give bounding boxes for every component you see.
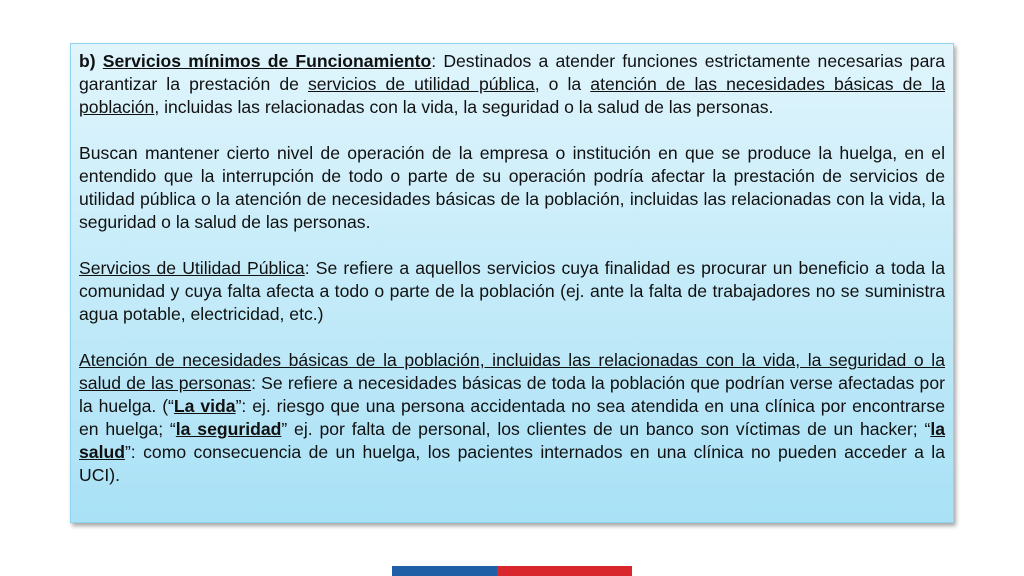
keyword-la-seguridad: la seguridad xyxy=(175,419,282,439)
paragraph3-text: : Se refiere a aquellos servicios cuya finalidad es procurar un beneficio a toda la comunidad y cuya falta afecta a todo o parte de la población (ej. ante la falta de trabajadores no se suministra agua potable, electricidad, etc.) xyxy=(79,258,946,324)
item-prefix: b) xyxy=(79,51,103,71)
keyword-la-salud: la salud xyxy=(79,419,946,462)
content-text-box xyxy=(70,43,954,523)
paragraph-necesidades-basicas xyxy=(79,349,945,487)
paragraph1-text-b: , o la xyxy=(534,74,591,94)
term-necesidades-basicas: Atención de necesidades básicas de la población, incluidas las relacionadas con la vida, la seguridad o la salud de las personas xyxy=(79,350,945,393)
paragraph4-text-b: ”: ej. riesgo que una persona accidentada no sea atendida en una clínica por encontrarse en huelga; “ xyxy=(79,396,946,439)
footer-bar-blue-segment xyxy=(392,566,497,576)
paragraph-utilidad-publica xyxy=(79,257,945,326)
paragraph-servicios-minimos xyxy=(79,50,945,119)
paragraph-buscan-mantener xyxy=(79,142,945,234)
term-atencion-necesidades: atención de las necesidades básicas de la población xyxy=(79,74,946,117)
paragraph4-text-a: : Se refiere a necesidades básicas de toda la población que podrían verse afectadas por la huelga. (“ xyxy=(79,373,945,416)
keyword-la-vida: La vida xyxy=(173,396,236,416)
paragraph2-text: Buscan mantener cierto nivel de operación de la empresa o institución en que se produce la huelga, en el entendido que la interrupción de todo o parte de su operación podría afectar la prestación de servicios de utilidad pública o la atención de necesidades básicas de la población, incluidas las relacionadas con la vida, la seguridad o la salud de las personas. xyxy=(79,143,945,232)
paragraph1-text-c: , incluidas las relacionadas con la vida, la seguridad o la salud de las personas. xyxy=(154,97,774,117)
footer-bar-red-segment xyxy=(497,566,632,576)
footer-color-bar xyxy=(392,566,632,576)
term-utilidad-publica: Servicios de Utilidad Pública xyxy=(79,258,305,278)
term-servicios-utilidad-publica: servicios de utilidad pública xyxy=(307,74,535,94)
paragraph1-text-a: : Destinados a atender funciones estrictamente necesarias para garantizar la prestación de xyxy=(79,51,946,94)
heading-servicios-minimos: Servicios mínimos de Funcionamiento xyxy=(102,51,432,71)
paragraph4-text-d: ”: como consecuencia de un huelga, los pacientes internados en una clínica no pueden acceder a la UCI). xyxy=(79,442,945,485)
paragraph4-text-c: ” ej. por falta de personal, los clientes de un banco son víctimas de un hacker; “ xyxy=(281,419,931,439)
